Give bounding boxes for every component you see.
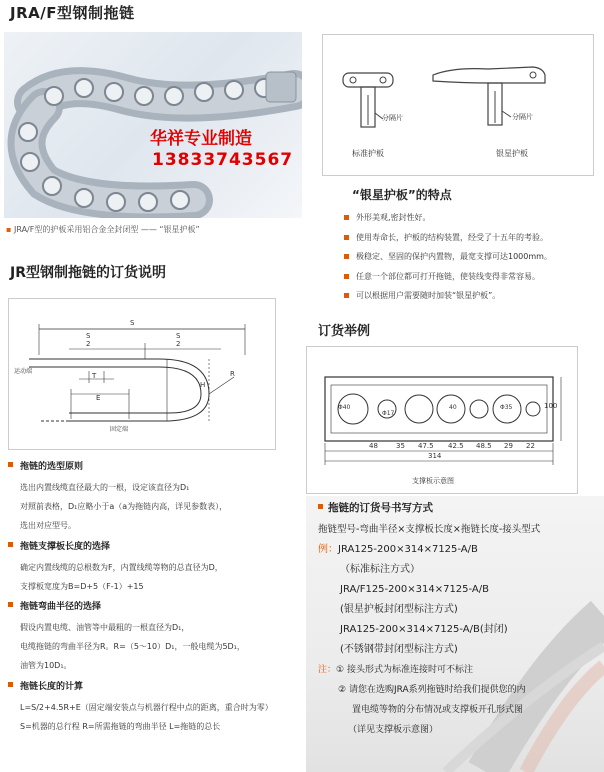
photo-caption: ▪ JRA/F型的护板采用铝合金全封闭型 —— “银星护板” [6, 225, 200, 234]
order-code-heading: 拖链的订货号书写方式 [318, 500, 604, 515]
section-heading: 拖链支撑板长度的选择 [8, 539, 308, 552]
features-title: “银星护板”的特点 [352, 188, 452, 202]
section-line: 选出对应型号。 [20, 521, 76, 531]
section-line: 选出内置线缆直径最大的一根，设定该直径为D₁ [20, 483, 190, 492]
hole-label: Φ35 [500, 404, 513, 411]
plate-dim: 22 [526, 442, 535, 450]
example-1: JRA125-200×314×7125-A/B [338, 544, 478, 555]
dim-e: E [96, 394, 101, 402]
bullet-icon: ▪ [6, 225, 14, 234]
moving-end-label: 运动端 [14, 368, 33, 375]
dim-r: R [230, 370, 235, 378]
feature-item: 可以根据用户需要随时加装“银星护板”。 [344, 286, 552, 306]
hole-label: Φ17 [382, 410, 395, 417]
plate-dim: 48 [369, 442, 378, 450]
chain-layout-diagram [8, 298, 276, 450]
note-1: 接头形式为标准连接时可不标注 [346, 665, 473, 675]
page-title: JRA/F型钢制拖链 [10, 4, 135, 22]
note-2b: 置电缆等物的分布情况或支撑板开孔形式图 [352, 705, 524, 715]
note-1-num: ① [336, 665, 345, 675]
dim-s2-a: S [86, 332, 91, 340]
feature-item: 外形美观,密封性好。 [344, 208, 552, 228]
support-plate-diagram [306, 346, 578, 494]
plate-dim: 48.5 [476, 442, 492, 450]
example-2-note: (银星护板封闭型标注方式) [340, 604, 458, 615]
section-line: 对照前表格，D₁应略小于a（a为拖链内高，详见参数表）， [20, 502, 228, 512]
note-2-num: ② [338, 685, 347, 695]
plate-dim: 47.5 [418, 442, 434, 450]
section-line: 电缆拖链的弯曲半径为R。R=（5～10）D₁，一般电缆为5D₁， [20, 642, 245, 652]
features-list [344, 208, 552, 306]
plate-height: 100 [544, 402, 558, 410]
feature-item: 使用寿命长，护板的结构装置，经受了十五年的考验。 [344, 228, 552, 248]
example-2: JRA/F125-200×314×7125-A/B [340, 584, 489, 595]
plate-total: 314 [428, 452, 442, 460]
feature-item: 极稳定、坚固的保护内置物，最宽支撑可达1000mm。 [344, 247, 552, 267]
star-plate-label: 银星护板 [496, 149, 528, 158]
dim-two-b: 2 [176, 340, 181, 348]
plate-dim: 35 [396, 442, 405, 450]
section-line: L=S/2+4.5R+E（固定端安装点与机器行程中点的距离，重合时为零） [20, 702, 273, 712]
standard-plate-label: 标准护板 [352, 149, 384, 158]
section-line: 确定内置线缆的总根数为F，内置线缆等物的总直径为D， [20, 562, 223, 572]
fixed-end-label: 固定端 [110, 426, 129, 433]
section-heading: 拖链的选型原则 [8, 459, 308, 472]
plate-caption: 支撑板示意图 [412, 477, 454, 485]
section-heading: 拖链弯曲半径的选择 [8, 599, 308, 612]
divider-label-2: 分隔片 [512, 113, 533, 121]
order-code-format: 拖链型号-弯曲半径×支撑板长度×拖链长度-接头型式 [318, 524, 541, 535]
dim-s: S [130, 319, 135, 327]
note-prefix: 注： [318, 665, 337, 675]
section-line: S=机器的总行程 R=所需拖链的弯曲半径 L=拖链的总长 [20, 721, 221, 731]
note-2c: （详见支撑板示意图） [348, 725, 439, 735]
plate-mid: 40 [449, 404, 457, 411]
example-3-note: (不锈钢带封闭型标注方式) [340, 644, 458, 655]
dim-h: H [200, 381, 206, 389]
order-example-title: 订货举例 [318, 324, 371, 339]
section-line: 油管为10D₁。 [20, 661, 72, 671]
section-line: 支撑板宽度为B=D+5（F-1）+15 [20, 581, 144, 591]
dim-s2-b: S [176, 332, 181, 340]
example-prefix: 例： [318, 544, 338, 555]
promo-phone: 13833743567 [152, 150, 294, 170]
divider-label-1: 分隔片 [382, 114, 403, 122]
selection-guide [8, 456, 308, 736]
note-2a: 请您在选购JRA系列拖链时给我们提供您的内 [348, 685, 526, 695]
hole-label: Φ40 [338, 404, 351, 411]
promo-company: 华祥专业制造 [150, 129, 252, 149]
example-3: JRA125-200×314×7125-A/B(封闭) [340, 624, 508, 635]
example-1-note: （标准标注方式） [340, 564, 420, 575]
order-code-section [318, 500, 604, 740]
section-line: 假设内置电缆、油管等中最粗的一根直径为D₁， [20, 623, 190, 633]
plate-dim: 29 [504, 442, 513, 450]
dim-two-a: 2 [86, 340, 91, 348]
jr-order-title: JR型钢制拖链的订货说明 [10, 265, 166, 281]
feature-item: 任意一个部位都可打开拖链，使装线变得非常容易。 [344, 267, 552, 287]
plate-dim: 42.5 [448, 442, 464, 450]
dim-t: T [92, 372, 97, 380]
section-heading: 拖链长度的计算 [8, 679, 308, 692]
